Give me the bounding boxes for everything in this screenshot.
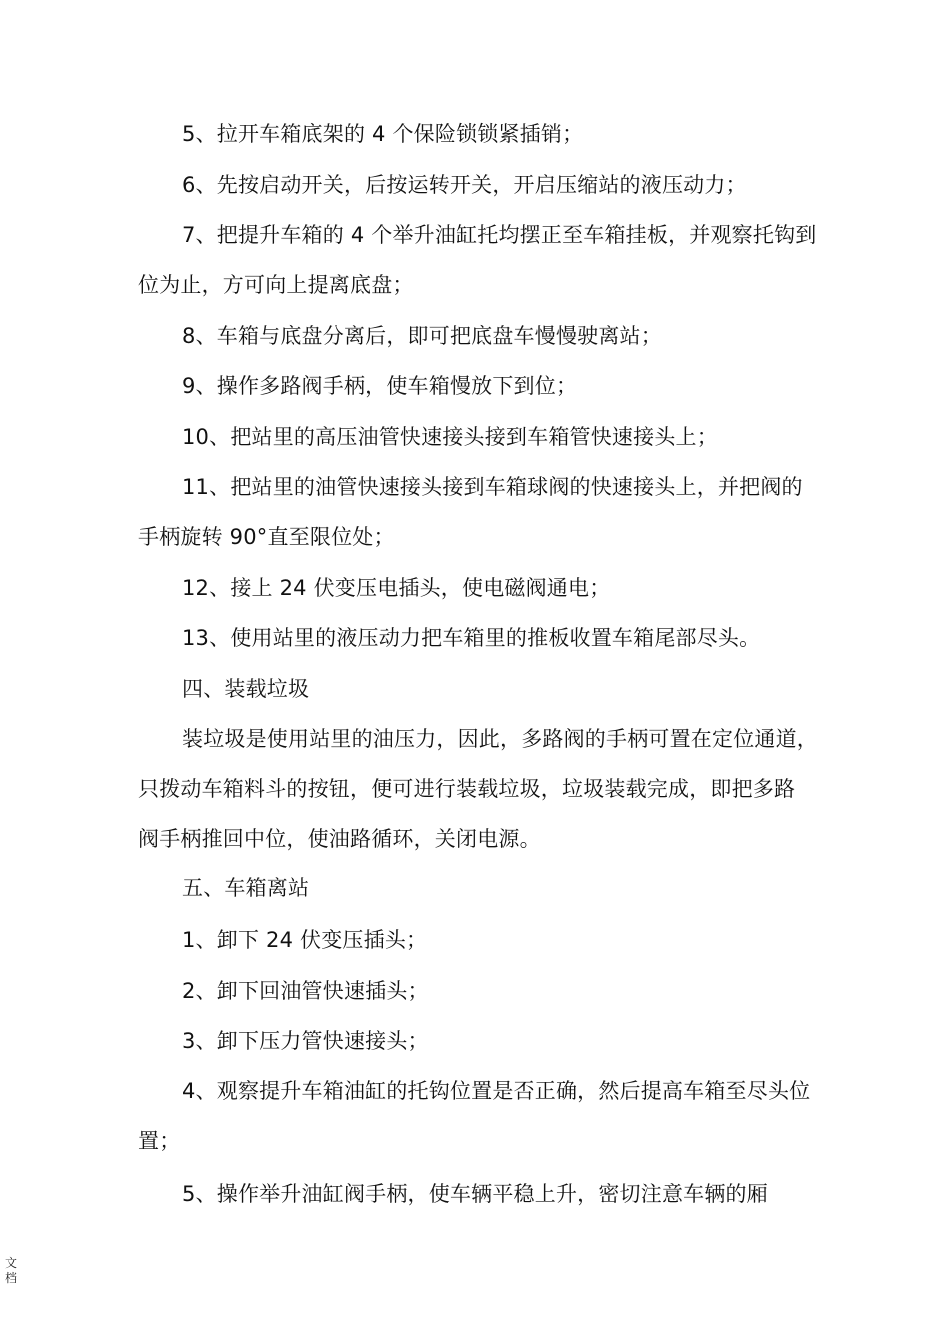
loading-paragraph-line-3: 阀手柄推回中位，使油路循环，关闭电源。 <box>138 827 541 851</box>
step-13-retract-push-plate: 13、使用站里的液压动力把车箱里的推板收置车箱尾部尽头。 <box>182 626 761 650</box>
step-8-separate-chassis: 8、车箱与底盘分离后，即可把底盘车慢慢驶离站； <box>182 324 662 348</box>
section-heading-loading: 四、装载垃圾 <box>182 677 310 701</box>
step-7-continuation: 位为止，方可向上提离底盘； <box>138 273 414 297</box>
step-6-start-hydraulics: 6、先按启动开关，后按运转开关，开启压缩站的液压动力； <box>182 173 747 197</box>
step-5-unlock-pins: 5、拉开车箱底架的 4 个保险锁锁紧插销； <box>182 122 584 146</box>
step-9-lower-box: 9、操作多路阀手柄，使车箱慢放下到位； <box>182 374 578 398</box>
loading-paragraph-line-1: 装垃圾是使用站里的油压力，因此，多路阀的手柄可置在定位通道， <box>182 727 818 751</box>
step-7-lift-cylinders: 7、把提升车箱的 4 个举升油缸托均摆正至车箱挂板，并观察托钩到 <box>182 223 817 247</box>
departure-step-4: 4、观察提升车箱油缸的托钩位置是否正确，然后提高车箱至尽头位 <box>182 1079 811 1103</box>
step-12-power-plug: 12、接上 24 伏变压电插头，使电磁阀通电； <box>182 576 611 600</box>
departure-step-4-continuation: 置； <box>138 1129 181 1153</box>
step-11-continuation: 手柄旋转 90°直至限位处； <box>138 525 395 549</box>
loading-paragraph-line-2: 只拨动车箱料斗的按钮，便可进行装载垃圾，垃圾装载完成，即把多路 <box>138 777 796 801</box>
departure-step-1: 1、卸下 24 伏变压插头； <box>182 928 428 952</box>
section-heading-departure: 五、车箱离站 <box>182 876 310 900</box>
departure-step-5: 5、操作举升油缸阀手柄，使车辆平稳上升，密切注意车辆的厢 <box>182 1182 768 1206</box>
step-10-connect-pressure-line: 10、把站里的高压油管快速接头接到车箱管快速接头上； <box>182 425 718 449</box>
step-11-connect-oil-line: 11、把站里的油管快速接头接到车箱球阀的快速接头上，并把阀的 <box>182 475 803 499</box>
departure-step-3: 3、卸下压力管快速接头； <box>182 1029 429 1053</box>
departure-step-2: 2、卸下回油管快速插头； <box>182 979 429 1003</box>
footer-doc-mark: 文档 <box>5 1256 18 1285</box>
